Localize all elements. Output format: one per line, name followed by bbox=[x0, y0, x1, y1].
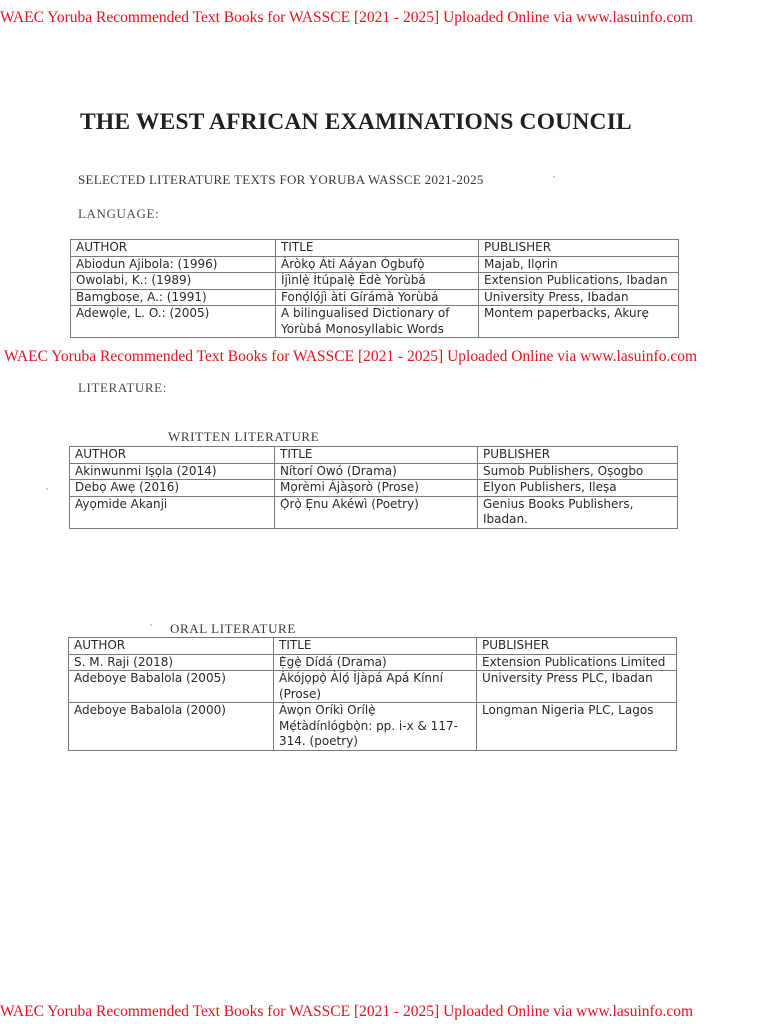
column-header-publisher: PUBLISHER bbox=[478, 447, 678, 464]
scan-speck bbox=[46, 488, 48, 490]
author-cell: Adeboye Babalola (2005) bbox=[69, 671, 274, 703]
watermark-banner-middle: WAEC Yoruba Recommended Text Books for WASSCE [2021 - 2025] Uploaded Online via www.lasuinfo.com bbox=[4, 348, 698, 365]
table-row bbox=[71, 273, 679, 290]
column-header-author: AUTHOR bbox=[71, 240, 276, 257]
table-header-row bbox=[71, 240, 679, 257]
document-subtitle: SELECTED LITERATURE TEXTS FOR YORUBA WASSCE 2021-2025 bbox=[78, 172, 484, 187]
publisher-cell: Extension Publications, Ibadan bbox=[479, 273, 679, 290]
column-header-publisher: PUBLISHER bbox=[477, 638, 677, 655]
column-header-title: TITLE bbox=[276, 240, 479, 257]
subheading-oral-literature: ORAL LITERATURE bbox=[170, 621, 296, 636]
publisher-cell: Extension Publications Limited bbox=[477, 654, 677, 671]
table-row bbox=[69, 654, 677, 671]
table-row bbox=[71, 256, 679, 273]
author-cell: Adeboye Babalola (2000) bbox=[69, 703, 274, 751]
table-row bbox=[71, 306, 679, 338]
watermark-banner-bottom: WAEC Yoruba Recommended Text Books for WASSCE [2021 - 2025] Uploaded Online via www.lasuinfo.com bbox=[0, 1003, 694, 1020]
table-row bbox=[70, 463, 678, 480]
author-cell: Bamgboṣe, A.: (1991) bbox=[71, 289, 276, 306]
title-cell: Mọrèmi Àjàṣorò (Prose) bbox=[275, 480, 478, 497]
author-cell: Ayọmide Akanji bbox=[70, 496, 275, 528]
table-header-row bbox=[69, 638, 677, 655]
column-header-title: TITLE bbox=[275, 447, 478, 464]
column-header-title: TITLE bbox=[274, 638, 477, 655]
language-texts-table bbox=[70, 239, 679, 338]
column-header-author: AUTHOR bbox=[69, 638, 274, 655]
author-cell: Abiodun Ajibola: (1996) bbox=[71, 256, 276, 273]
column-header-publisher: PUBLISHER bbox=[479, 240, 679, 257]
table-row bbox=[69, 703, 677, 751]
table-row bbox=[69, 671, 677, 703]
title-cell: Ìjìnlẹ̀ Ìtúpalẹ̀ Èdè Yorùbá bbox=[276, 273, 479, 290]
publisher-cell: Montem paperbacks, Akurẹ bbox=[479, 306, 679, 338]
section-heading-language: LANGUAGE: bbox=[78, 206, 160, 221]
title-cell: Nítorí Owó (Drama) bbox=[275, 463, 478, 480]
author-cell: Owolabi, K.: (1989) bbox=[71, 273, 276, 290]
table-row bbox=[70, 496, 678, 528]
title-cell: Àkójọpọ̀ Àlọ́ Ìjàpá Apá Kínní (Prose) bbox=[274, 671, 477, 703]
title-cell: Ọ̀rọ̀ Ẹnu Akéwì (Poetry) bbox=[275, 496, 478, 528]
publisher-cell: University Press PLC, Ibadan bbox=[477, 671, 677, 703]
author-cell: Akinwunmi Iṣọla (2014) bbox=[70, 463, 275, 480]
publisher-cell: Longman Nigeria PLC, Lagos bbox=[477, 703, 677, 751]
author-cell: S. M. Raji (2018) bbox=[69, 654, 274, 671]
publisher-cell: Sumob Publishers, Oṣogbo bbox=[478, 463, 678, 480]
table-row bbox=[70, 480, 678, 497]
title-cell: Fonọ́lọ́jì àti Gírámà Yorùbá bbox=[276, 289, 479, 306]
publisher-cell: Elyon Publishers, Ileṣa bbox=[478, 480, 678, 497]
scan-speck bbox=[150, 624, 152, 626]
title-cell: Àwọn Oríkì Orílẹ̀ Mẹ́tàdínlógbọ̀n: pp. i-x & 117-314. (poetry) bbox=[274, 703, 477, 751]
publisher-cell: Genius Books Publishers, Ibadan. bbox=[478, 496, 678, 528]
column-header-author: AUTHOR bbox=[70, 447, 275, 464]
publisher-cell: University Press, Ibadan bbox=[479, 289, 679, 306]
subheading-written-literature: WRITTEN LITERATURE bbox=[168, 429, 320, 444]
table-header-row bbox=[70, 447, 678, 464]
oral-literature-table bbox=[68, 637, 677, 751]
scan-speck bbox=[553, 176, 555, 178]
council-title: THE WEST AFRICAN EXAMINATIONS COUNCIL bbox=[80, 109, 632, 135]
title-cell: A bilingualised Dictionary of Yorùbá Monosyllabic Words bbox=[276, 306, 479, 338]
author-cell: Debọ Awẹ (2016) bbox=[70, 480, 275, 497]
watermark-banner-top: WAEC Yoruba Recommended Text Books for WASSCE [2021 - 2025] Uploaded Online via www.lasuinfo.com bbox=[0, 9, 694, 26]
publisher-cell: Majab, Ilọrin bbox=[479, 256, 679, 273]
table-row bbox=[71, 289, 679, 306]
author-cell: Adewọle, L. O.: (2005) bbox=[71, 306, 276, 338]
title-cell: Àròkọ Àti Aáyan Ògbufọ̀ bbox=[276, 256, 479, 273]
written-literature-table bbox=[69, 446, 678, 529]
section-heading-literature: LITERATURE: bbox=[78, 380, 167, 395]
title-cell: Ẹ̀gẹ̀ Dídá (Drama) bbox=[274, 654, 477, 671]
